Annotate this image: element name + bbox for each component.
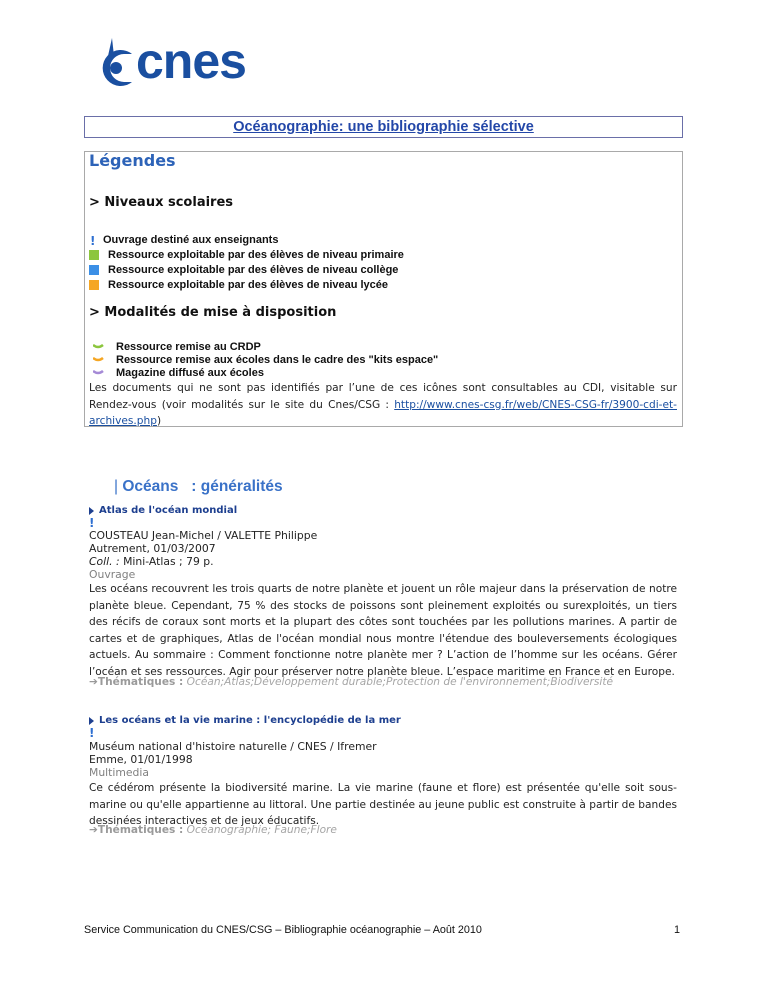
modalites-heading: > Modalités de mise à disposition xyxy=(89,305,337,320)
primary-level-icon xyxy=(89,250,99,260)
collection-value: Mini-Atlas ; 79 p. xyxy=(123,555,214,568)
themes-value: Océanographie; Faune;Flore xyxy=(186,824,337,836)
cdi-link[interactable]: http://www.cnes-csg.fr/web/CNES-CSG-fr/3900-cdi-et-archives.php xyxy=(89,398,677,427)
legend-item-primary: Ressource exploitable par des élèves de niveau primaire xyxy=(108,249,404,261)
crdp-icon xyxy=(93,344,104,350)
legend-item-teacher: Ouvrage destiné aux enseignants xyxy=(103,234,279,246)
entry-1-description: Les océans recouvrent les trois quarts de notre planète et jouent un rôle majeur dans la préservation de notre planète bleue. Cependant, 75 % des stocks de poissons sont pleinement exploités ou surexploités, un tiers des récifs de coraux sont morts et la plupart des côtes sont touchées par les pollutions marines. A partir de cartes et de graphiques, Atlas de l'océan mondial nous montre l'étendue des bouleversements écologiques actuels. Au sommaire : Comment fonctionne notre planète mer ? L’action de l’homme sur les océans. Gérer l’océan et ses ressources. Agir pour préserver notre planète bleue. L’espace maritime en France et en Europe. xyxy=(89,583,677,678)
lycee-level-icon xyxy=(89,280,99,290)
section-subtitle: : généralités xyxy=(191,478,283,495)
college-level-icon xyxy=(89,265,99,275)
teacher-marker-icon: ! xyxy=(89,516,95,530)
cnes-logo-text: cnes xyxy=(136,33,246,89)
section-heading xyxy=(114,478,283,496)
page-number: 1 xyxy=(674,924,681,936)
arrow-right-icon: ➔ xyxy=(89,676,98,688)
entry-1-collection xyxy=(89,555,317,568)
entry-2-meta xyxy=(89,740,377,779)
section-title: Océans xyxy=(122,478,179,495)
legend-note-text: Les documents qui ne sont pas identifiés par l’une de ces icônes sont consultables au CDI, visitable sur Rendez-vous (voir modalités sur le site du Cnes/CSG : xyxy=(89,382,677,411)
entry-2-themes xyxy=(89,824,337,836)
legend-note-end: ) xyxy=(156,415,162,427)
entry-2-title[interactable]: Les océans et la vie marine : l'encyclopédie de la mer xyxy=(99,715,401,726)
teacher-marker-icon: ! xyxy=(89,726,95,740)
legend-title: Légendes xyxy=(89,151,176,170)
entry-1-themes xyxy=(89,676,613,688)
entry-arrow-icon xyxy=(89,717,95,725)
entry-1-meta xyxy=(89,529,317,581)
magazine-icon xyxy=(93,370,104,376)
legend-note xyxy=(89,380,677,430)
themes-value: Océan;Atlas;Développement durable;Protection de l'environnement;Biodiversité xyxy=(186,676,613,688)
themes-label: Thématiques : xyxy=(97,824,184,836)
entry-1-publisher: Autrement, 01/03/2007 xyxy=(89,542,216,555)
legend-item-lycee: Ressource exploitable par des élèves de niveau lycée xyxy=(108,279,389,291)
entry-1-type: Ouvrage xyxy=(89,568,136,581)
entry-1-title[interactable]: Atlas de l'océan mondial xyxy=(99,505,238,516)
entry-2-description: Ce cédérom présente la biodiversité marine. La vie marine (faune et flore) est présentée qu'elle soit sous-marine ou qu'elle appartienne au littoral. Une partie destinée au jeune public est construite à partir de bandes dessinées interactives et de jeux éducatifs. xyxy=(89,782,677,827)
entry-arrow-icon xyxy=(89,507,95,515)
legend-item-crdp: Ressource remise au CRDP xyxy=(116,341,261,353)
arrow-right-icon: ➔ xyxy=(89,824,98,836)
themes-label: Thématiques : xyxy=(97,676,184,688)
entry-1-authors: COUSTEAU Jean-Michel / VALETTE Philippe xyxy=(89,529,318,542)
collection-label: Coll. : xyxy=(89,555,120,568)
entry-2-type: Multimedia xyxy=(89,766,150,779)
footer-text: Service Communication du CNES/CSG – Bibliographie océanographie – Août 2010 xyxy=(84,924,482,936)
niveaux-heading: > Niveaux scolaires xyxy=(89,195,234,210)
document-title: Océanographie: une bibliographie sélective xyxy=(233,119,534,135)
teacher-marker-icon: ! xyxy=(90,234,96,248)
kits-espace-icon xyxy=(93,357,104,363)
document-title-box xyxy=(84,116,683,138)
entry-2-authors: Muséum national d'histoire naturelle / CNES / Ifremer xyxy=(89,740,377,753)
legend-item-kits: Ressource remise aux écoles dans le cadre des "kits espace" xyxy=(116,354,439,366)
legend-item-magazine: Magazine diffusé aux écoles xyxy=(116,367,264,379)
cnes-logo xyxy=(92,34,264,92)
legend-item-college: Ressource exploitable par des élèves de niveau collège xyxy=(108,264,399,276)
entry-2-publisher: Emme, 01/01/1998 xyxy=(89,753,193,766)
section-bar: | xyxy=(114,478,119,495)
